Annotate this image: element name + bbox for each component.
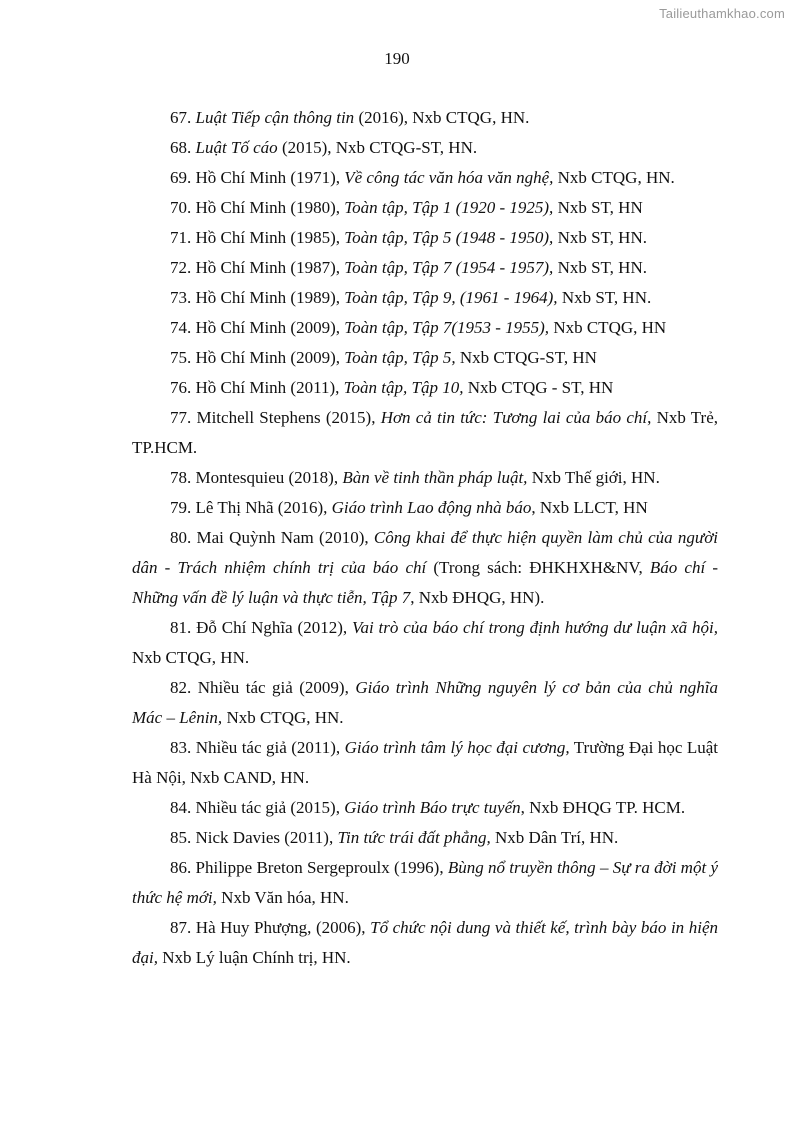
reference-item: 81. Đỗ Chí Nghĩa (2012), Vai trò của báo chí trong định hướng dư luận xã hội, Nxb CTQG, HN. <box>132 618 718 667</box>
reference-number: 85. <box>170 828 192 847</box>
reference-number: 75. <box>170 348 192 367</box>
reference-number: 82. <box>170 678 192 697</box>
reference-title: Bàn về tinh thần pháp luật, <box>342 468 528 487</box>
reference-title: Toàn tập, Tập 7(1953 - 1955), <box>344 318 550 337</box>
reference-item: 67. Luật Tiếp cận thông tin (2016), Nxb CTQG, HN. <box>170 108 530 127</box>
reference-item: 87. Hà Huy Phượng, (2006), Tổ chức nội dung và thiết kế, trình bày báo in hiện đại, Nxb Lý luận Chính trị, HN. <box>132 918 718 967</box>
reference-number: 77. <box>170 408 192 427</box>
reference-item: 70. Hồ Chí Minh (1980), Toàn tập, Tập 1 (1920 - 1925), Nxb ST, HN <box>170 198 643 217</box>
watermark: Tailieuthamkhao.com <box>659 6 785 21</box>
reference-item: 75. Hồ Chí Minh (2009), Toàn tập, Tập 5, Nxb CTQG-ST, HN <box>170 348 597 367</box>
reference-title: Toàn tập, Tập 1 (1920 - 1925), <box>344 198 554 217</box>
reference-title: Toàn tập, Tập 9, (1961 - 1964), <box>344 288 558 307</box>
reference-item: 71. Hồ Chí Minh (1985), Toàn tập, Tập 5 (1948 - 1950), Nxb ST, HN. <box>170 228 647 247</box>
reference-title: Toàn tập, Tập 7 (1954 - 1957), <box>344 258 554 277</box>
reference-number: 81. <box>170 618 192 637</box>
reference-title: Bùng nổ truyền thông – Sự ra đời một ý thức hệ mới, <box>132 858 718 907</box>
reference-title: Toàn tập, Tập 10, <box>343 378 464 397</box>
reference-number: 78. <box>170 468 192 487</box>
reference-item: 79. Lê Thị Nhã (2016), Giáo trình Lao động nhà báo, Nxb LLCT, HN <box>170 498 648 517</box>
page-number: 190 <box>384 49 410 68</box>
reference-number: 71. <box>170 228 192 247</box>
reference-number: 84. <box>170 798 192 817</box>
reference-item: 68. Luật Tố cáo (2015), Nxb CTQG-ST, HN. <box>170 138 478 157</box>
reference-item: 76. Hồ Chí Minh (2011), Toàn tập, Tập 10, Nxb CTQG - ST, HN <box>170 378 614 397</box>
reference-number: 87. <box>170 918 192 937</box>
reference-number: 68. <box>170 138 192 157</box>
reference-item: 78. Montesquieu (2018), Bàn về tinh thần pháp luật, Nxb Thế giới, HN. <box>170 468 660 487</box>
reference-title: Giáo trình Những nguyên lý cơ bản của chủ nghĩa Mác – Lênin, <box>132 678 719 727</box>
reference-title-secondary: Báo chí - Những vấn đề lý luận và thực tiễn, Tập 7 <box>132 558 718 607</box>
reference-title: Tin tức trái đất phẳng, <box>337 828 491 847</box>
reference-list <box>132 103 718 973</box>
reference-item: 83. Nhiều tác giả (2011), Giáo trình tâm lý học đại cương, Trường Đại học Luật Hà Nội, Nxb CAND, HN. <box>132 738 719 787</box>
reference-number: 73. <box>170 288 192 307</box>
reference-title: Toàn tập, Tập 5, <box>344 348 456 367</box>
reference-item: 82. Nhiều tác giả (2009), Giáo trình Những nguyên lý cơ bản của chủ nghĩa Mác – Lênin, Nxb CTQG, HN. <box>132 678 719 727</box>
reference-number: 80. <box>170 528 192 547</box>
reference-title: Luật Tiếp cận thông tin <box>195 108 355 127</box>
reference-title: Vai trò của báo chí trong định hướng dư luận xã hội, <box>351 618 718 637</box>
reference-title: Giáo trình tâm lý học đại cương, <box>344 738 570 757</box>
reference-item: 84. Nhiều tác giả (2015), Giáo trình Báo trực tuyến, Nxb ĐHQG TP. HCM. <box>170 798 686 817</box>
reference-number: 79. <box>170 498 192 517</box>
reference-number: 72. <box>170 258 192 277</box>
reference-item: 72. Hồ Chí Minh (1987), Toàn tập, Tập 7 (1954 - 1957), Nxb ST, HN. <box>170 258 647 277</box>
reference-number: 67. <box>170 108 192 127</box>
reference-number: 86. <box>170 858 192 877</box>
reference-item: 77. Mitchell Stephens (2015), Hơn cả tin tức: Tương lai của báo chí, Nxb Trẻ, TP.HCM. <box>132 408 719 457</box>
reference-number: 83. <box>170 738 192 757</box>
reference-number: 76. <box>170 378 192 397</box>
reference-title: Giáo trình Lao động nhà báo <box>331 498 532 517</box>
reference-item: 86. Philippe Breton Sergeproulx (1996), Bùng nổ truyền thông – Sự ra đời một ý thức hệ mới, Nxb Văn hóa, HN. <box>132 858 718 907</box>
reference-item: 80. Mai Quỳnh Nam (2010), Công khai để thực hiện quyền làm chủ của người dân - Trách nhiệm chính trị của báo chí (Trong sách: ĐHKHXH&NV, Báo chí - Những vấn đề lý luận và thực tiễn, Tập 7, Nxb ĐHQG, HN). <box>132 528 718 607</box>
reference-title: Công khai để thực hiện quyền làm chủ của người dân - Trách nhiệm chính trị của báo chí <box>132 528 718 577</box>
reference-item: 69. Hồ Chí Minh (1971), Về công tác văn hóa văn nghệ, Nxb CTQG, HN. <box>170 168 675 187</box>
reference-title: Hơn cả tin tức: Tương lai của báo chí <box>380 408 648 427</box>
reference-number: 70. <box>170 198 192 217</box>
reference-item: 73. Hồ Chí Minh (1989), Toàn tập, Tập 9, (1961 - 1964), Nxb ST, HN. <box>170 288 652 307</box>
reference-number: 74. <box>170 318 192 337</box>
reference-item: 85. Nick Davies (2011), Tin tức trái đất phẳng, Nxb Dân Trí, HN. <box>170 828 619 847</box>
reference-title: Tổ chức nội dung và thiết kế, trình bày báo in hiện đại, <box>132 918 718 967</box>
reference-title: Về công tác văn hóa văn nghệ, <box>344 168 554 187</box>
reference-title: Luật Tố cáo <box>195 138 278 157</box>
reference-title: Toàn tập, Tập 5 (1948 - 1950), <box>344 228 554 247</box>
reference-number: 69. <box>170 168 192 187</box>
reference-item: 74. Hồ Chí Minh (2009), Toàn tập, Tập 7(1953 - 1955), Nxb CTQG, HN <box>170 318 667 337</box>
reference-title: Giáo trình Báo trực tuyến <box>344 798 521 817</box>
